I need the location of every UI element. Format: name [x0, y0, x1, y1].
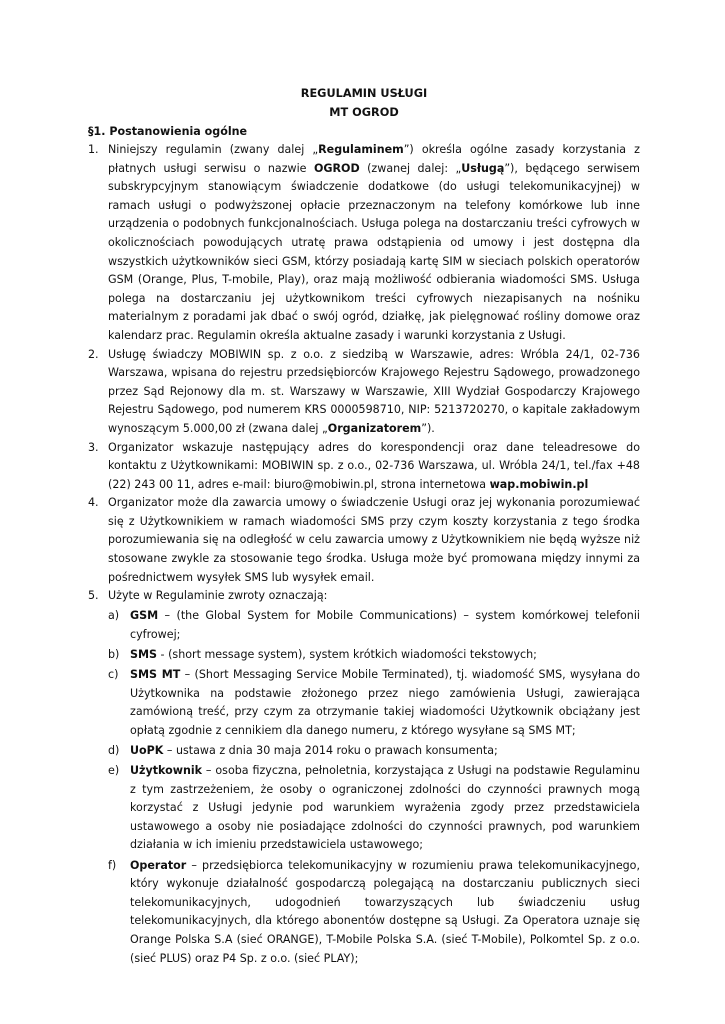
definition-letter: d) [108, 744, 120, 757]
definition-item [108, 857, 640, 969]
item-bold-term: Regulaminem [318, 143, 404, 156]
definition-letter: f) [108, 858, 117, 872]
item-text: ”), będącego serwisem subskrypcyjnym stanowiącym świadczenie dodatkowe (do usługi telekomunikacyjnej) w ramach usługi o podwyższonej opłacie przeznaczonym na telefony komórkowe lub inne urządzenia o podobnych funkcjonalnościach. Usługa polega na dostarczaniu treści cyfrowych w okolicznościach powodujących utratę prawa odstąpienia od umowy i jest dostępna dla wszystkich użytkowników sieci GSM, którzy posiadają kartę SIM w sieciach polskich operatorów GSM (Orange, Plus, T-mobile, Play), oraz mają możliwość odbierania wiadomości SMS. Usługa polega na dostarczaniu jej użytkownikom treści cyfrowych niezapisanych na nośniku materialnym z poradami jak dbać o swój ogród, działkę, jak pielęgnować rośliny domowe oraz kalendarz prac. Regulamin określa aktualne zasady i warunki korzystania z Usługi. [108, 161, 640, 342]
item-number: 3. [88, 440, 99, 454]
definitions-list [108, 607, 640, 968]
definition-item [108, 742, 640, 761]
definition-term: GSM [130, 609, 159, 623]
list-item [88, 346, 640, 439]
definition-text: – przedsiębiorca telekomunikacyjny w rozumieniu prawa telekomunikacyjnego, który wykonuje działalność gospodarczą polegającą na dostarczaniu publicznych sieci telekomunikacyjnych, udogodnień towarzyszących lub świadczeniu usług telekomunikacyjnych, dla którego abonentów dostępne są Usługi. Za Operatora uznaje się Orange Polska S.A (sieć ORANGE), T-Mobile Polska S.A. (sieć T-Mobile), Polkomtel Sp. z o.o. (sieć PLUS) oraz P4 Sp. z o.o. (sieć PLAY); [130, 858, 640, 965]
item-text: Organizator wskazuje następujący adres do korespondencji oraz dane teleadresowe do kontaktu z Użytkownikami: MOBIWIN sp. z o.o., 02-736 Warszawa, ul. Wróbla 24/1, tel./fax +48 (22) 243 00 11, adres e-mail: biuro@mobiwin.pl, strona internetowa [108, 440, 640, 491]
item-bold-term: Usługą [461, 161, 505, 175]
item-text: Usługę świadczy MOBIWIN sp. z o.o. z siedzibą w Warszawie, adres: Wróbla 24/1, 02-736 Warszawa, wpisana do rejestru przedsiębiorców Krajowego Rejestru Sądowego, prowadzonego przez Sąd Rejonowy dla m. st. Warszawy w Warszawie, XIII Wydział Gospodarczy Krajowego Rejestru Sądowego, pod numerem KRS 0000598710, NIP: 5213720270, o kapitale zakładowym wynoszącym 5.000,00 zł (zwana dalej „ [108, 347, 640, 435]
definition-letter: b) [108, 648, 120, 662]
list-item [88, 494, 640, 587]
section-heading: §1. Postanowienia ogólne [88, 125, 248, 138]
definition-item [108, 762, 640, 855]
definition-term: SMS MT [130, 668, 181, 682]
item-number: 4. [88, 496, 99, 510]
website-link-text: wap.mobiwin.pl [489, 477, 589, 491]
item-text: Niniejszy regulamin (zwany dalej „ [108, 143, 319, 156]
definition-text: - (short message system), system krótkich wiadomości tekstowych; [157, 648, 537, 662]
definition-item [108, 666, 640, 740]
document-title-line1: REGULAMIN USŁUGI [300, 87, 428, 100]
definition-text: – osoba fizyczna, pełnoletnia, korzystająca z Usługi na podstawie Regulaminu z tym zastrzeżeniem, że osoby o ograniczonej zdolności do czynności prawnych mogą korzystać z Usługi jedynie pod warunkiem wyrażenia zgody przez przedstawiciela ustawowego a osoby nie posiadające zdolności do czynności prawnych, pod warunkiem działania w ich imieniu przedstawiciela ustawowego; [130, 764, 640, 852]
definition-term: Operator [130, 858, 187, 872]
definition-item [108, 646, 640, 665]
definition-item [108, 607, 640, 644]
list-item [88, 439, 640, 495]
item-text: ”) określa ogólne zasady korzystania z płatnych usługi serwisu o nazwie [108, 143, 641, 175]
item-number: 5. [88, 589, 99, 603]
definition-letter: a) [108, 609, 120, 623]
item-text: (zwanej dalej: „ [359, 161, 462, 175]
item-text: ”). [421, 421, 435, 435]
document-page [88, 84, 640, 968]
item-bold-term: OGROD [313, 161, 360, 175]
list-item [88, 587, 640, 968]
item-bold-term: Organizatorem [327, 421, 422, 435]
numbered-list [88, 141, 640, 968]
definition-term: UoPK [130, 744, 164, 757]
definition-text: – ustawa z dnia 30 maja 2014 roku o prawach konsumenta; [163, 744, 498, 757]
definition-text: – (the Global System for Mobile Communications) – system komórkowej telefonii cyfrowej; [130, 609, 640, 641]
definition-term: SMS [130, 648, 158, 662]
definition-letter: e) [108, 764, 120, 778]
item-number: 2. [88, 347, 99, 361]
definition-letter: c) [108, 668, 119, 682]
list-item [88, 141, 640, 346]
definition-term: Użytkownik [130, 764, 203, 778]
item-text: Użyte w Regulaminie zwroty oznaczają: [108, 589, 328, 603]
document-title-line2: MT OGROD [329, 106, 399, 119]
item-number: 1. [88, 143, 99, 156]
item-text: Organizator może dla zawarcia umowy o świadczenie Usługi oraz jej wykonania porozumiewać się z Użytkownikiem w ramach wiadomości SMS przy czym koszty korzystania z tego środka porozumiewania się na odległość w celu zawarcia umowy z Użytkownikiem nie będą wyższe niż stosowane zwykle za stosowanie tego środka. Usługa może być promowana między innymi za pośrednictwem wysyłek SMS lub wysyłek email. [108, 496, 640, 584]
definition-text: – (Short Messaging Service Mobile Terminated), tj. wiadomość SMS, wysyłana do Użytkownika na podstawie złożonego przez niego zamówienia Usługi, zawierająca zamówioną treść, przy czym za otrzymanie takiej wiadomości Użytkownik obciążany jest opłatą zgodnie z cennikiem dla danego numeru, z którego wysyłane są SMS MT; [130, 668, 640, 737]
